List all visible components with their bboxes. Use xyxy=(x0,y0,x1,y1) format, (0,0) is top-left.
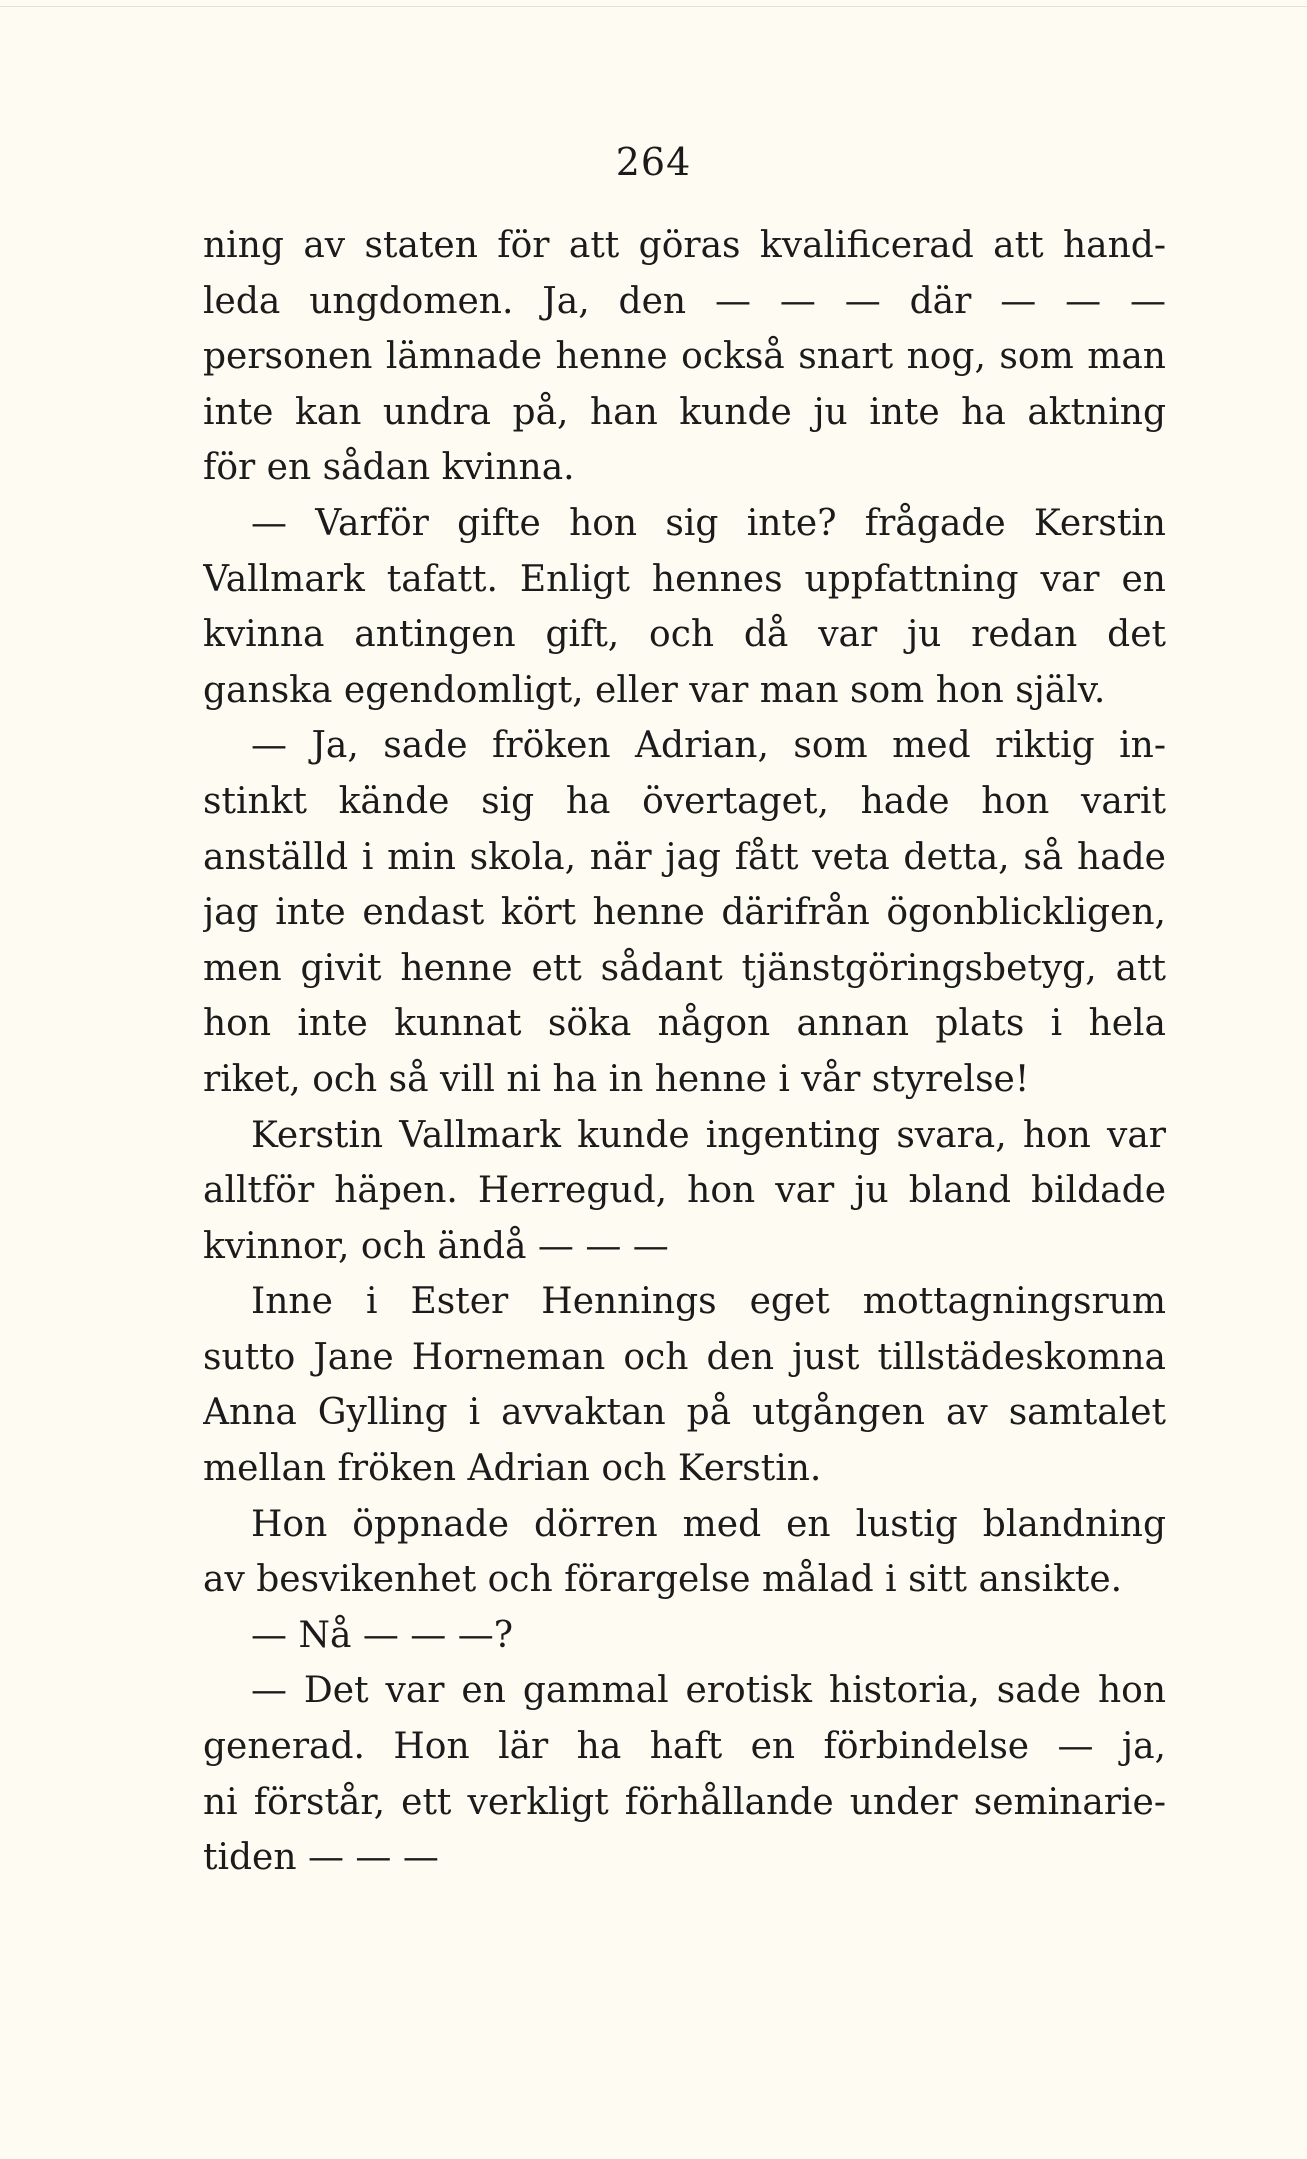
text-line: riket, och så vill ni ha in henne i vår styrelse! xyxy=(203,1058,1030,1100)
text-line: men givit henne ett sådant tjänstgöringsbetyg, att xyxy=(203,947,1166,989)
text-line: — Det var en gammal erotisk historia, sade hon xyxy=(251,1670,1166,1712)
text-line: leda ungdomen. Ja, den — — — där — — — xyxy=(203,280,1166,322)
text-line: Kerstin Vallmark kunde ingenting svara, hon var xyxy=(251,1114,1166,1156)
text-line: för en sådan kvinna. xyxy=(203,447,575,489)
text-line: tiden — — — xyxy=(203,1837,439,1879)
text-line: stinkt kände sig ha övertaget, hade hon varit xyxy=(203,780,1166,822)
text-line: anställd i min skola, när jag fått veta detta, så hade xyxy=(203,836,1166,878)
text-line: — Varför gifte hon sig inte? frågade Kerstin xyxy=(251,502,1166,544)
text-line: kvinnor, och ändå — — — xyxy=(203,1225,669,1267)
body-text xyxy=(203,218,1166,1886)
text-line: inte kan undra på, han kunde ju inte ha aktning xyxy=(203,391,1166,433)
text-line: ganska egendomligt, eller var man som hon själv. xyxy=(203,669,1106,711)
text-line: jag inte endast kört henne därifrån ögonblickligen, xyxy=(203,892,1166,934)
text-line: mellan fröken Adrian och Kerstin. xyxy=(203,1448,822,1490)
text-line: Inne i Ester Hennings eget mottagningsrum xyxy=(251,1281,1166,1323)
page-number: 264 xyxy=(615,140,692,184)
text-line: Anna Gylling i avvaktan på utgången av samtalet xyxy=(203,1392,1166,1434)
text-line: generad. Hon lär ha haft en förbindelse — ja, xyxy=(203,1726,1166,1768)
text-line: personen lämnade henne också snart nog, som man xyxy=(203,336,1166,378)
text-line: hon inte kunnat söka någon annan plats i hela xyxy=(203,1003,1166,1045)
page-edge-line xyxy=(0,6,1307,7)
text-line: alltför häpen. Herregud, hon var ju bland bildade xyxy=(203,1170,1166,1212)
text-line: — Ja, sade fröken Adrian, som med riktig in- xyxy=(251,725,1166,767)
text-line: — Nå — — —? xyxy=(251,1614,514,1656)
text-line: ni förstår, ett verkligt förhållande under seminarie- xyxy=(203,1781,1166,1823)
text-line: Hon öppnade dörren med en lustig blandning xyxy=(251,1503,1166,1545)
text-line: av besvikenhet och förargelse målad i sitt ansikte. xyxy=(203,1559,1123,1601)
text-line: sutto Jane Horneman och den just tillstädeskomna xyxy=(203,1336,1166,1378)
text-line: kvinna antingen gift, och då var ju redan det xyxy=(203,614,1166,656)
text-line: ning av staten för att göras kvalificerad att hand- xyxy=(203,225,1166,266)
text-line: Vallmark tafatt. Enligt hennes uppfattning var en xyxy=(203,558,1166,600)
